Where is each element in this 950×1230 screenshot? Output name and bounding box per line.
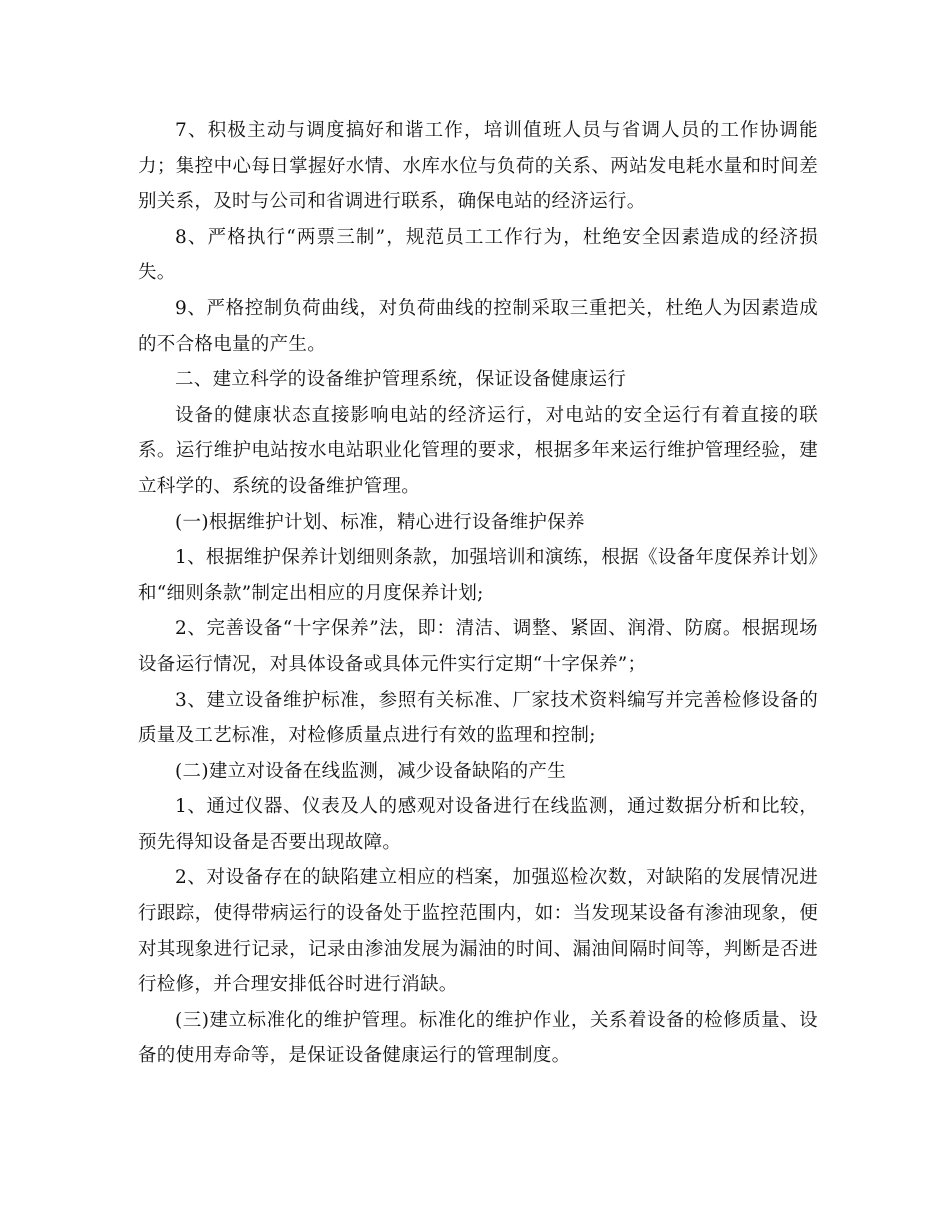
section-intro-paragraph: 设备的健康状态直接影响电站的经济运行，对电站的安全运行有着直接的联系。运行维护电站按水电站职业化管理的要求，根据多年来运行维护管理经验，建立科学的、系统的设备维护管理。 xyxy=(138,404,818,497)
subsection-2-item-2: 2、对设备存在的缺陷建立相应的档案，加强巡检次数，对缺陷的发展情况进行跟踪，使得带病运行的设备处于监控范围内，如：当发现某设备有渗油现象，便对其现象进行记录，记录由渗油发展为漏油的时间、漏油间隔时间等，判断是否进行检修，并合理安排低谷时进行消缺。 xyxy=(138,867,818,996)
section-heading-2: 二、建立科学的设备维护管理系统，保证设备健康运行 xyxy=(175,369,627,391)
document-body xyxy=(138,113,818,1074)
paragraph-item-9: 9、严格控制负荷曲线，对负荷曲线的控制采取三重把关，杜绝人为因素造成的不合格电量的产生。 xyxy=(138,297,818,355)
subsection-1-item-3: 3、建立设备维护标准，参照有关标准、厂家技术资料编写并完善检修设备的质量及工艺标准，对检修质量点进行有效的监理和控制; xyxy=(138,689,818,747)
subsection-2-item-1: 1、通过仪器、仪表及人的感观对设备进行在线监测，通过数据分析和比较，预先得知设备是否要出现故障。 xyxy=(138,796,818,853)
subsection-heading-3: (三)建立标准化的维护管理。标准化的维护作业，关系着设备的检修质量、设备的使用寿命等，是保证设备健康运行的管理制度。 xyxy=(138,1009,818,1067)
subsection-heading-2: (二)建立对设备在线监测，减少设备缺陷的产生 xyxy=(175,760,567,782)
subsection-1-item-2: 2、完善设备“十字保养”法，即：清洁、调整、紧固、润滑、防腐。根据现场设备运行情况，对具体设备或具体元件实行定期“十字保养”； xyxy=(138,618,818,675)
subsection-heading-1: (一)根据维护计划、标准，精心进行设备维护保养 xyxy=(175,511,585,533)
paragraph-item-7: 7、积极主动与调度搞好和谐工作，培训值班人员与省调人员的工作协调能力；集控中心每日掌握好水情、水库水位与负荷的关系、两站发电耗水量和时间差别关系，及时与公司和省调进行联系，确保电站的经济运行。 xyxy=(138,120,818,213)
subsection-1-item-1: 1、根据维护保养计划细则条款，加强培训和演练，根据《设备年度保养计划》和“细则条款”制定出相应的月度保养计划; xyxy=(138,547,818,604)
paragraph-item-8: 8、严格执行“两票三制”，规范员工工作行为，杜绝安全因素造成的经济损失。 xyxy=(138,226,818,284)
